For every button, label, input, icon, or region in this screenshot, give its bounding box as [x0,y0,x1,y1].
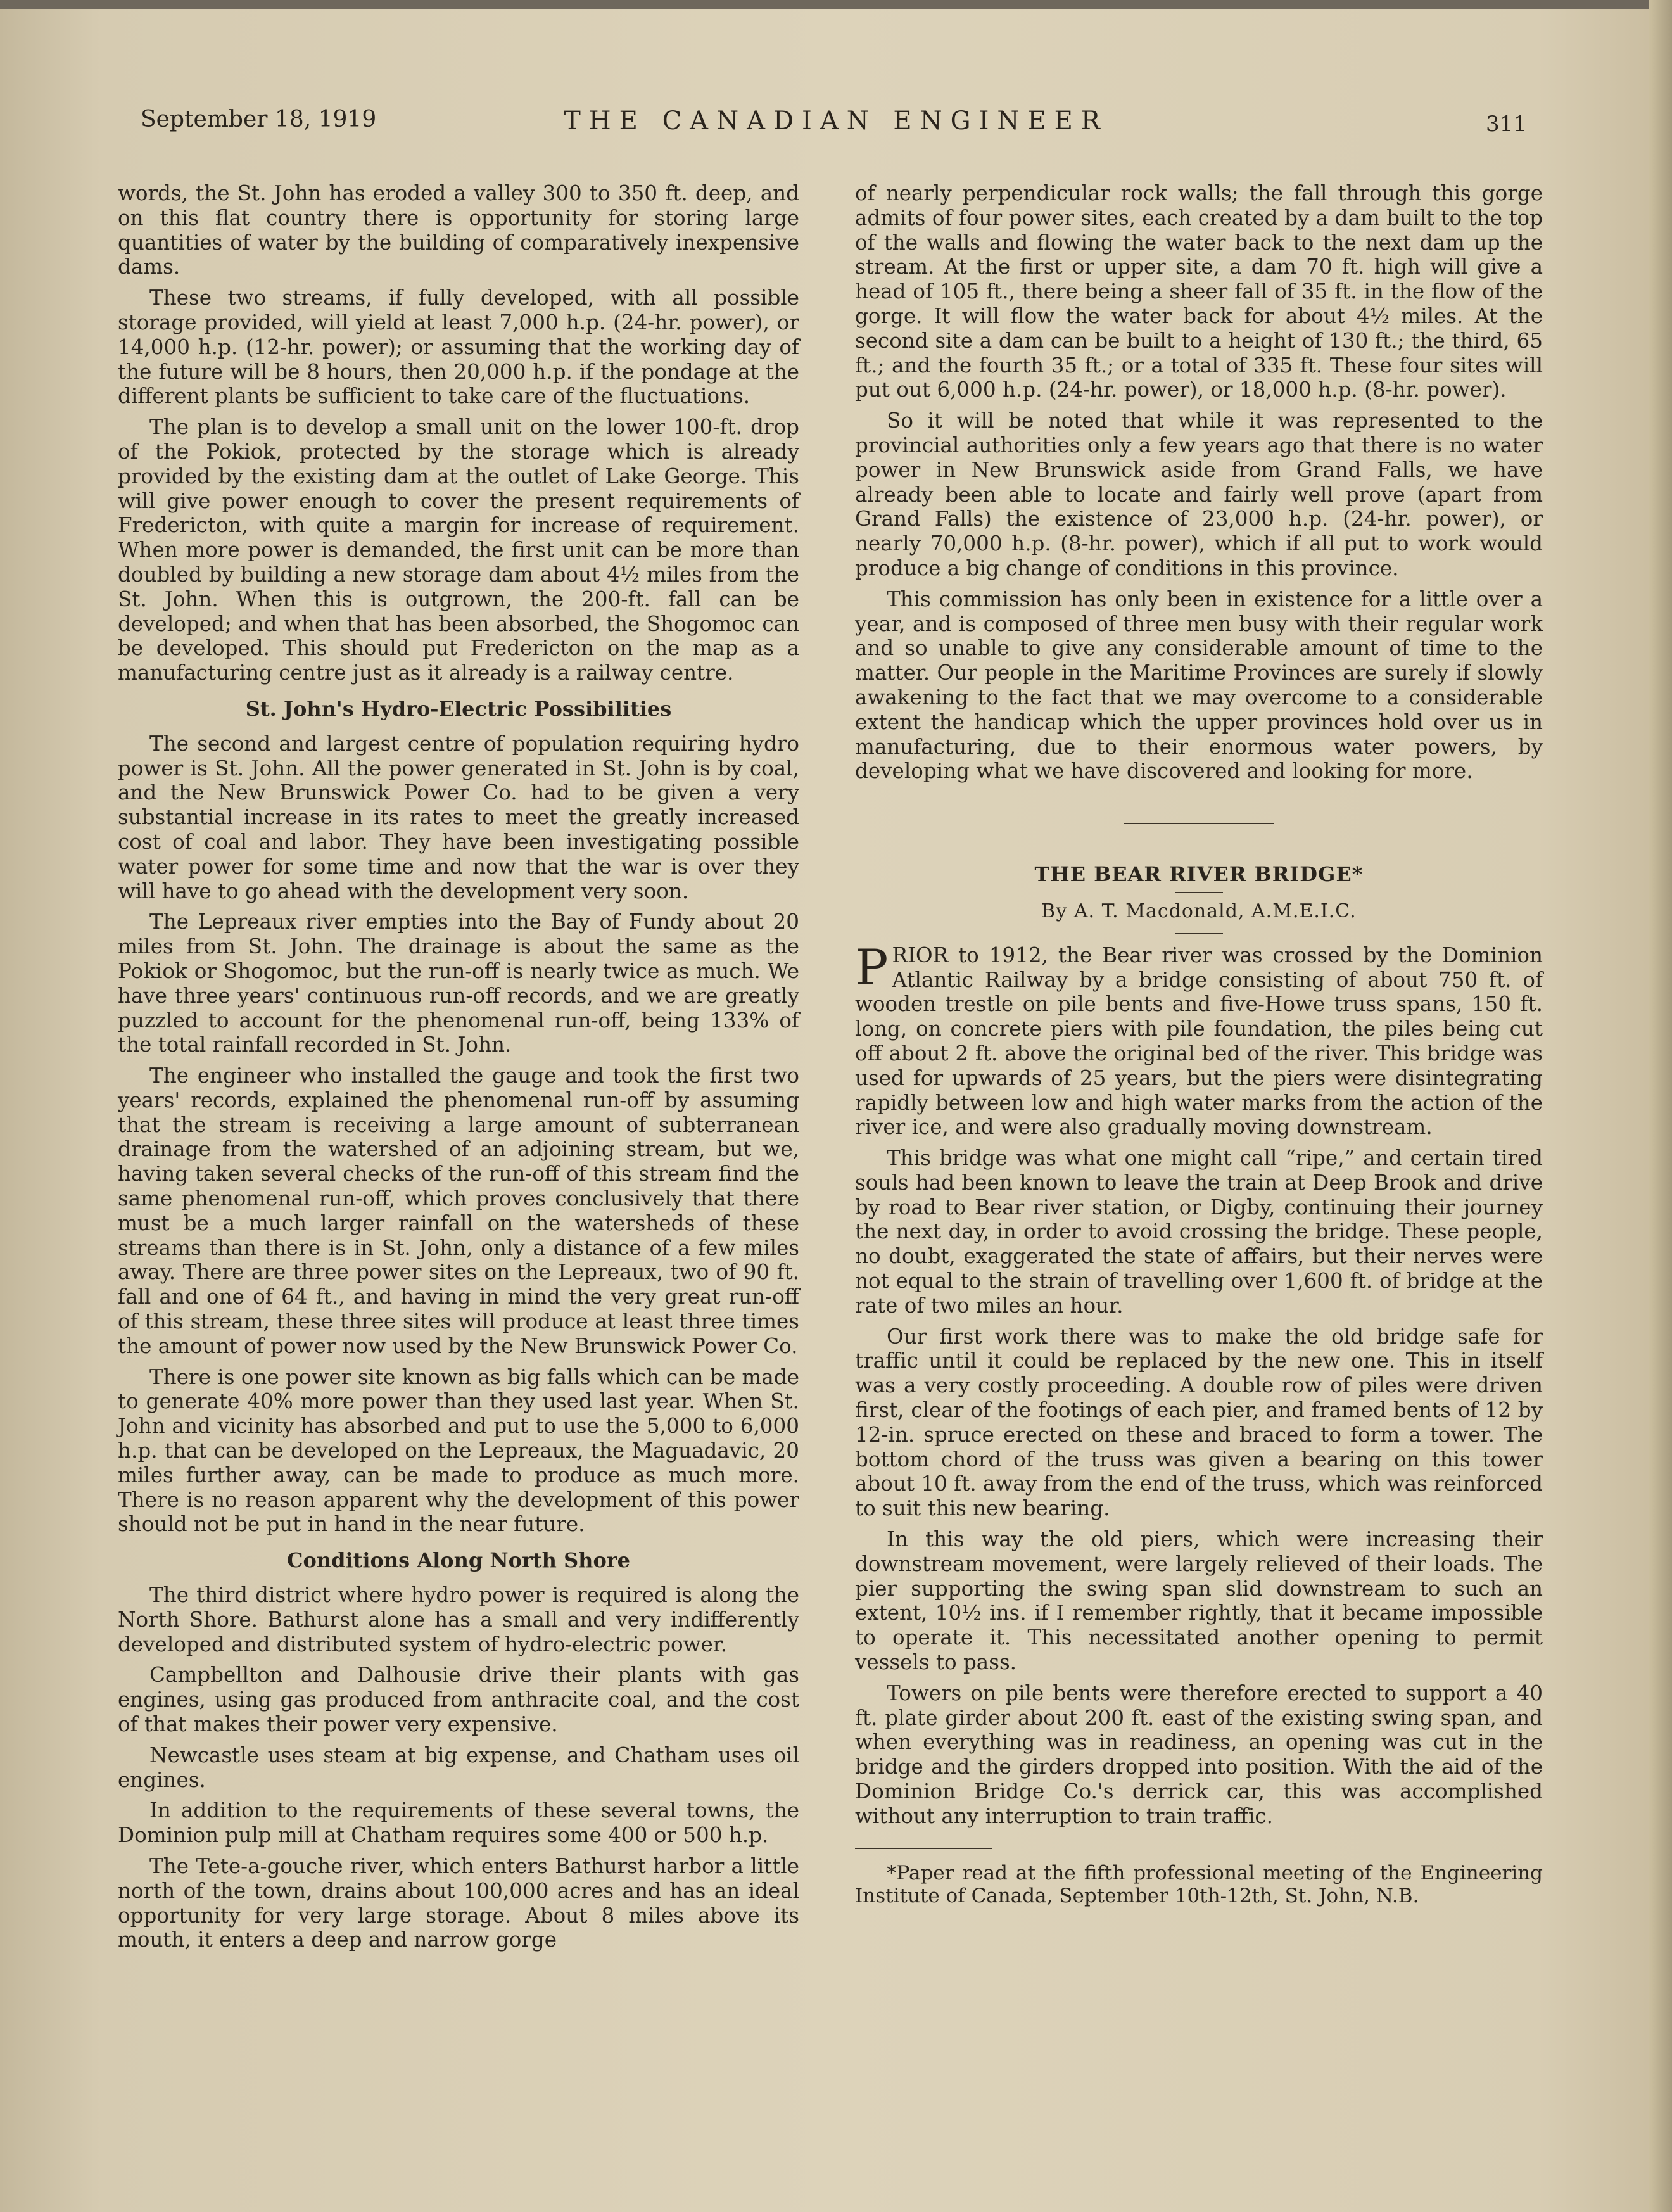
page-number: 311 [1486,111,1527,137]
article-title: THE BEAR RIVER BRIDGE* [1034,862,1364,887]
section-heading: St. John's Hydro-Electric Possibilities [245,696,672,721]
article-byline: By A. T. Macdonald, A.M.E.I.C. [1041,899,1357,922]
title-rule [1175,892,1223,893]
paragraph: The third district where hydro power is required is along the North Shore. Bathurst alone has a small and very indifferently developed and distributed system of hydro-electric power. [118,1583,799,1656]
paragraph: This commission has only been in existence for a little over a year, and is composed of three men busy with their regular work and so unable to give any considerable amount of time to the matter. Our people in the Maritime Provinces are surely if slowly awakening to the fact that we may overcome to a considerable extent the handicap which the upper provinces hold over us in manufacturing, due to their enormous water powers, by developing what we have discovered and looking for more. [855,587,1543,784]
paragraph: Our first work there was to make the old bridge safe for traffic until it could be replaced by the new one. This in itself was a very costly proceeding. A double row of piles were driven first, clear of the footings of each pier, and framed bents of 12 by 12-in. spruce erected on these and braced to form a tower. The bottom chord of the truss was given a bearing on this tower about 10 ft. away from the end of the truss, which was reinforced to suit this new bearing. [855,1324,1543,1521]
paragraph: This bridge was what one might call “ripe,” and certain tired souls had been known to leave the train at Deep Brook and drive by road to Bear river station, or Digby, continuing their journey the next day, in order to avoid crossing the bridge. These people, no doubt, exaggerated the state of affairs, but their nerves were not equal to the strain of travelling over 1,600 ft. of bridge at the rate of two miles an hour. [855,1146,1543,1318]
paragraph: The Lepreaux river empties into the Bay of Fundy about 20 miles from St. John. The drainage is about the same as the Pokiok or Shogomoc, but the run-off is nearly twice as much. We have three years' continuous run-off records, and we are greatly puzzled to account for the phenomenal run-off, being 133% of the total rainfall recorded in St. John. [118,910,799,1057]
issue-date: September 18, 1919 [141,106,377,132]
scan-top-edge [0,0,1672,9]
paragraph: The Tete-a-gouche river, which enters Bathurst harbor a little north of the town, drains about 100,000 acres and has an ideal opportunity for very large storage. About 8 miles above its mouth, it enters a deep and narrow gorge [118,1854,799,1952]
paragraph: The second and largest centre of population requiring hydro power is St. John. All the power generated in St. John is by coal, and the New Brunswick Power Co. had to be given a very substantial increase in its rates to meet the greatly increased cost of coal and labor. They have been investigating possible water power for some time and now that the war is over they will have to go ahead with the development very soon. [118,731,799,903]
paragraph: In this way the old piers, which were increasing their downstream movement, were largely relieved of their loads. The pier supporting the swing span slid downstream to such an extent, 10½ ins. if I remember rightly, that it became impossible to operate it. This necessitated another opening to permit vessels to pass. [855,1527,1543,1675]
paragraph: There is one power site known as big falls which can be made to generate 40% more power than they used last year. When St. John and vicinity has absorbed and put to use the 5,000 to 6,000 h.p. that can be developed on the Lepreaux, the Maguadavic, 20 miles further away, can be made to produce as much more. There is no reason apparent why the development of this power should not be put in hand in the near future. [118,1364,799,1537]
page-binding-edge [1649,0,1672,2212]
footnote: *Paper read at the fifth professional meeting of the Engineering Institute of Canada, September 10th-12th, St. John, N.B. [855,1861,1543,1907]
section-heading: Conditions Along North Shore [287,1548,630,1573]
paragraph [855,939,1543,1140]
paragraph: The engineer who installed the gauge and took the first two years' records, explained the phenomenal run-off by assuming that the stream is receiving a large amount of subterranean drainage from the watershed of an adjoining stream, but we, having taken several checks of the run-off of this stream find the same phenomenal run-off, which proves conclusively that there must be a much larger rainfall on the watersheds of these streams than there is in St. John, only a distance of a few miles away. There are three power sites on the Lepreaux, two of 90 ft. fall and one of 64 ft., and having in mind the very great run-off of this stream, these three sites will produce at least three times the amount of power now used by the New Brunswick Power Co. [118,1064,799,1358]
paragraph: These two streams, if fully developed, with all possible storage provided, will yield at least 7,000 h.p. (24-hr. power), or 14,000 h.p. (12-hr. power); or assuming that the working day of the future will be 8 hours, then 20,000 h.p. if the pondage at the different plants be sufficient to take care of the fluctuations. [118,286,799,409]
byline-rule [1175,933,1223,934]
left-column [118,181,799,1959]
drop-cap: P [855,939,889,996]
paragraph: In addition to the requirements of these several towns, the Dominion pulp mill at Chatham requires some 400 or 500 h.p. [118,1798,799,1848]
paragraph: words, the St. John has eroded a valley 300 to 350 ft. deep, and on this flat country there is opportunity for storing large quantities of water by the building of comparatively inexpensive dams. [118,181,799,279]
paragraph: Newcastle uses steam at big expense, and Chatham uses oil engines. [118,1743,799,1792]
paragraph: Towers on pile bents were therefore erected to support a 40 ft. plate girder about 200 ft. east of the existing swing span, and when everything was in readiness, an opening was cut in the bridge and the girders dropped into position. With the aid of the Dominion Bridge Co.'s derrick car, this was accomplished without any interruption to train traffic. [855,1681,1543,1828]
paragraph: So it will be noted that while it was represented to the provincial authorities only a few years ago that there is no water power in New Brunswick aside from Grand Falls, we have already been able to locate and fairly well prove (apart from Grand Falls) the existence of 23,000 h.p. (24-hr. power), or nearly 70,000 h.p. (8-hr. power), which if all put to work would produce a big change of conditions in this province. [855,409,1543,580]
paragraph: of nearly perpendicular rock walls; the fall through this gorge admits of four power sites, each created by a dam built to the top of the walls and flowing the water back to the next dam up the stream. At the first or upper site, a dam 70 ft. high will give a head of 105 ft., there being a sheer fall of 35 ft. in the flow of the gorge. It will flow the water back for about 4½ miles. At the second site a dam can be built to a height of 130 ft.; the third, 65 ft.; and the fourth 35 ft.; or a total of 335 ft. These four sites will put out 6,000 h.p. (24-hr. power), or 18,000 h.p. (8-hr. power). [855,181,1543,402]
paragraph: Campbellton and Dalhousie drive their plants with gas engines, using gas produced from anthracite coal, and the cost of that makes their power very expensive. [118,1663,799,1737]
running-header [0,106,1672,144]
section-divider [1124,823,1274,824]
masthead: THE CANADIAN ENGINEER [564,106,1108,136]
paragraph-text: RIOR to 1912, the Bear river was crossed by the Dominion Atlantic Railway by a bridge consisting of about 750 ft. of wooden trestle on pile bents and five-Howe truss spans, 150 ft. long, on concrete piers with pile foundation, the piles being cut off about 2 ft. above the original bed of the river. This bridge was used for upwards of 25 years, but the piers were disintegrating rapidly between low and high water marks from the action of the river ice, and were also gradually moving downstream. [855,943,1543,1140]
right-column [855,181,1543,1914]
paragraph: The plan is to develop a small unit on the lower 100-ft. drop of the Pokiok, protected by the storage which is already provided by the existing dam at the outlet of Lake George. This will give power enough to cover the present requirements of Fredericton, with quite a margin for increase of requirement. When more power is demanded, the first unit can be more than doubled by building a new storage dam about 4½ miles from the St. John. When this is outgrown, the 200-ft. fall can be developed; and when that has been absorbed, the Shogomoc can be developed. This should put Fredericton on the map as a manufacturing centre just as it already is a railway centre. [118,415,799,685]
footnote-rule [855,1848,992,1849]
